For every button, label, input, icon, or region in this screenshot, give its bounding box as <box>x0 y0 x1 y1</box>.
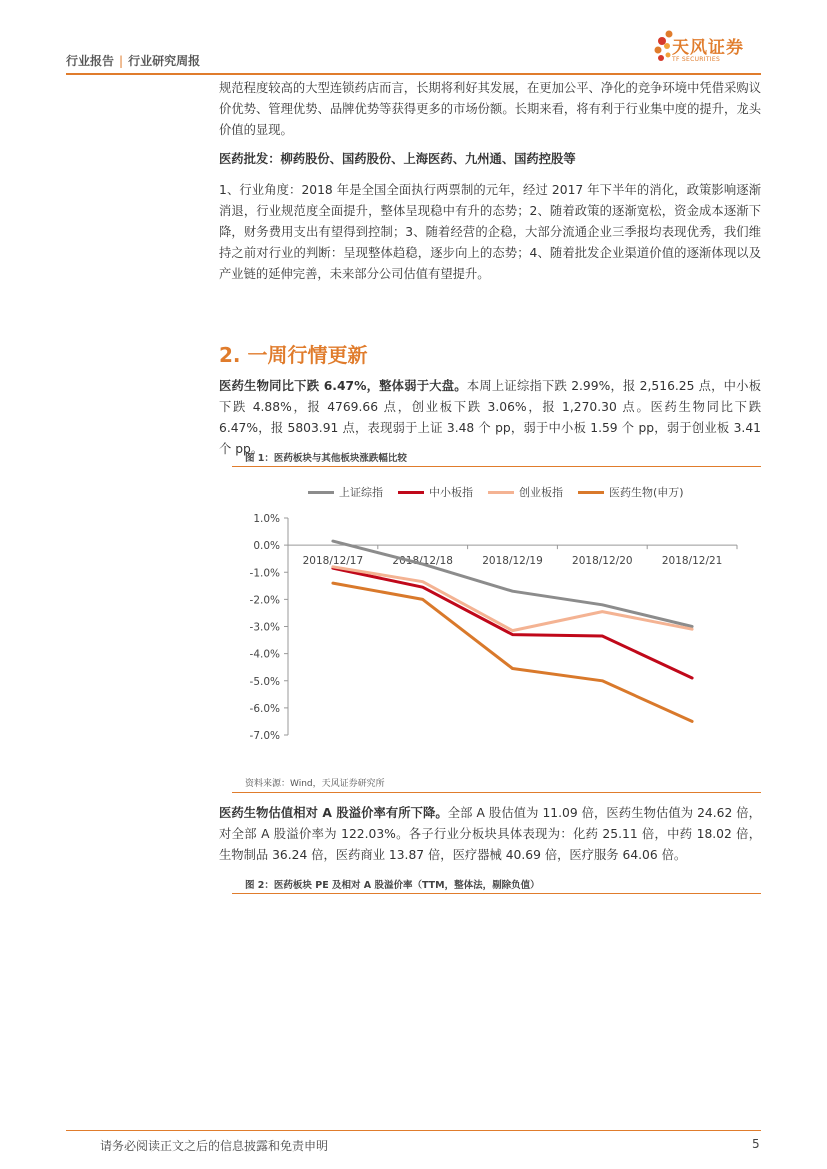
legend-label: 上证综指 <box>339 486 383 499</box>
market-lead: 医药生物同比下跌 6.47%，整体弱于大盘。 <box>219 379 467 393</box>
wholesale-paragraph: 1、行业角度：2018 年是全国全面执行两票制的元年，经过 2017 年下半年的消化，政策影响逐渐消退，行业规范度全面提升，整体呈现稳中有升的态势；2、随着政策的逐渐宽松，资金成本逐渐下降，财务费用支出有望得到控制；3、随着经营的企稳，大部分流通企业三季报均表现优秀，我们维持之前对行业的判断：呈现整体趋稳，逐步向上的态势；4、随着批发企业渠道价值的逐渐体现以及产业链的延伸完善，未来部分公司估值有望提升。 <box>219 183 761 281</box>
y-tick-label: -4.0% <box>249 648 280 661</box>
brand-name: 天风证券 <box>672 38 744 58</box>
y-tick-label: -6.0% <box>249 702 280 715</box>
valuation-lead: 医药生物估值相对 A 股溢价率有所下降。 <box>219 806 448 820</box>
x-tick-label: 2018/12/19 <box>482 555 543 568</box>
brand-name-en: TF SECURITIES <box>672 56 721 63</box>
figure1-bottom-rule <box>232 792 761 793</box>
market-body: 本周上证综指下跌 2.99%，报 2,516.25 点，中小板下跌 4.88%，报 4769.66 点，创业板下跌 3.06%，报 1,270.30 点。医药生物同比下跌 6.47%，报 5803.91 点，表现弱于上证 3.48 个 pp，弱于中小板 1.59 个 pp，弱于创业板 3.41 个 pp。 <box>219 379 761 456</box>
page-number: 5 <box>752 1137 760 1151</box>
report-type: 行业报告 <box>66 54 115 68</box>
legend-label: 创业板指 <box>519 486 563 499</box>
legend-item <box>578 484 684 500</box>
valuation-paragraph <box>219 803 761 866</box>
figure1-caption: 图 1：医药板块与其他板块涨跌幅比较 <box>245 453 407 464</box>
x-tick-label: 2018/12/20 <box>572 555 633 568</box>
y-tick-label: -7.0% <box>249 730 280 742</box>
figure2-caption: 图 2：医药板块 PE 及相对 A 股溢价率（TTM，整体法，剔除负值） <box>245 880 540 891</box>
y-tick-label: 1.0% <box>253 513 280 525</box>
legend-label: 中小板指 <box>429 486 473 499</box>
legend-swatch <box>578 491 604 494</box>
header-divider <box>66 73 761 75</box>
wholesale-heading: 医药批发：柳药股份、国药股份、上海医药、九州通、国药控股等 <box>219 152 576 166</box>
legend-label: 医药生物(申万) <box>609 486 684 499</box>
footer-disclaimer: 请务必阅读正文之后的信息披露和免责申明 <box>100 1139 329 1153</box>
intro-paragraph: 规范程度较高的大型连锁药店而言，长期将利好其发展，在更加公平、净化的竞争环境中凭借采购议价优势、管理优势、品牌优势等获得更多的市场份额。长期来看，将有利于行业集中度的提升，龙头价值的显现。 <box>219 81 761 137</box>
series-line <box>333 568 692 678</box>
x-tick-label: 2018/12/17 <box>302 555 364 568</box>
section-title: 2. 一周行情更新 <box>219 343 368 367</box>
report-breadcrumb <box>66 52 200 69</box>
report-series: 行业研究周报 <box>128 54 201 68</box>
legend-item <box>308 484 383 500</box>
figure1-top-rule <box>232 466 761 467</box>
y-tick-label: -1.0% <box>249 567 280 580</box>
legend-swatch <box>398 491 424 494</box>
legend-swatch <box>308 491 334 494</box>
market-paragraph <box>219 376 761 460</box>
legend-swatch <box>488 491 514 494</box>
footer-divider <box>66 1130 761 1131</box>
y-tick-label: -5.0% <box>249 675 280 688</box>
chart-legend <box>300 484 730 502</box>
legend-item <box>488 484 563 500</box>
valuation-body: 全部 A 股估值为 11.09 倍，医药生物估值为 24.62 倍，对全部 A 股溢价率为 122.03%。各子行业分板块具体表现为：化药 25.11 倍，中药 18.02 倍，生物制品 36.24 倍，医药商业 13.87 倍，医疗器械 40.69 倍，医疗服务 64.06 倍。 <box>219 806 761 862</box>
y-tick-label: -2.0% <box>249 594 280 607</box>
y-tick-label: 0.0% <box>253 540 280 553</box>
figure1-source: 资料来源：Wind，天风证券研究所 <box>245 779 385 789</box>
x-tick-label: 2018/12/18 <box>392 555 453 568</box>
legend-item <box>398 484 473 500</box>
series-line <box>333 541 692 626</box>
x-tick-label: 2018/12/21 <box>661 555 723 568</box>
line-chart <box>232 505 761 760</box>
figure2-top-rule <box>232 893 761 894</box>
breadcrumb-separator: | <box>119 54 124 68</box>
series-line <box>333 567 692 631</box>
y-tick-label: -3.0% <box>249 621 280 634</box>
